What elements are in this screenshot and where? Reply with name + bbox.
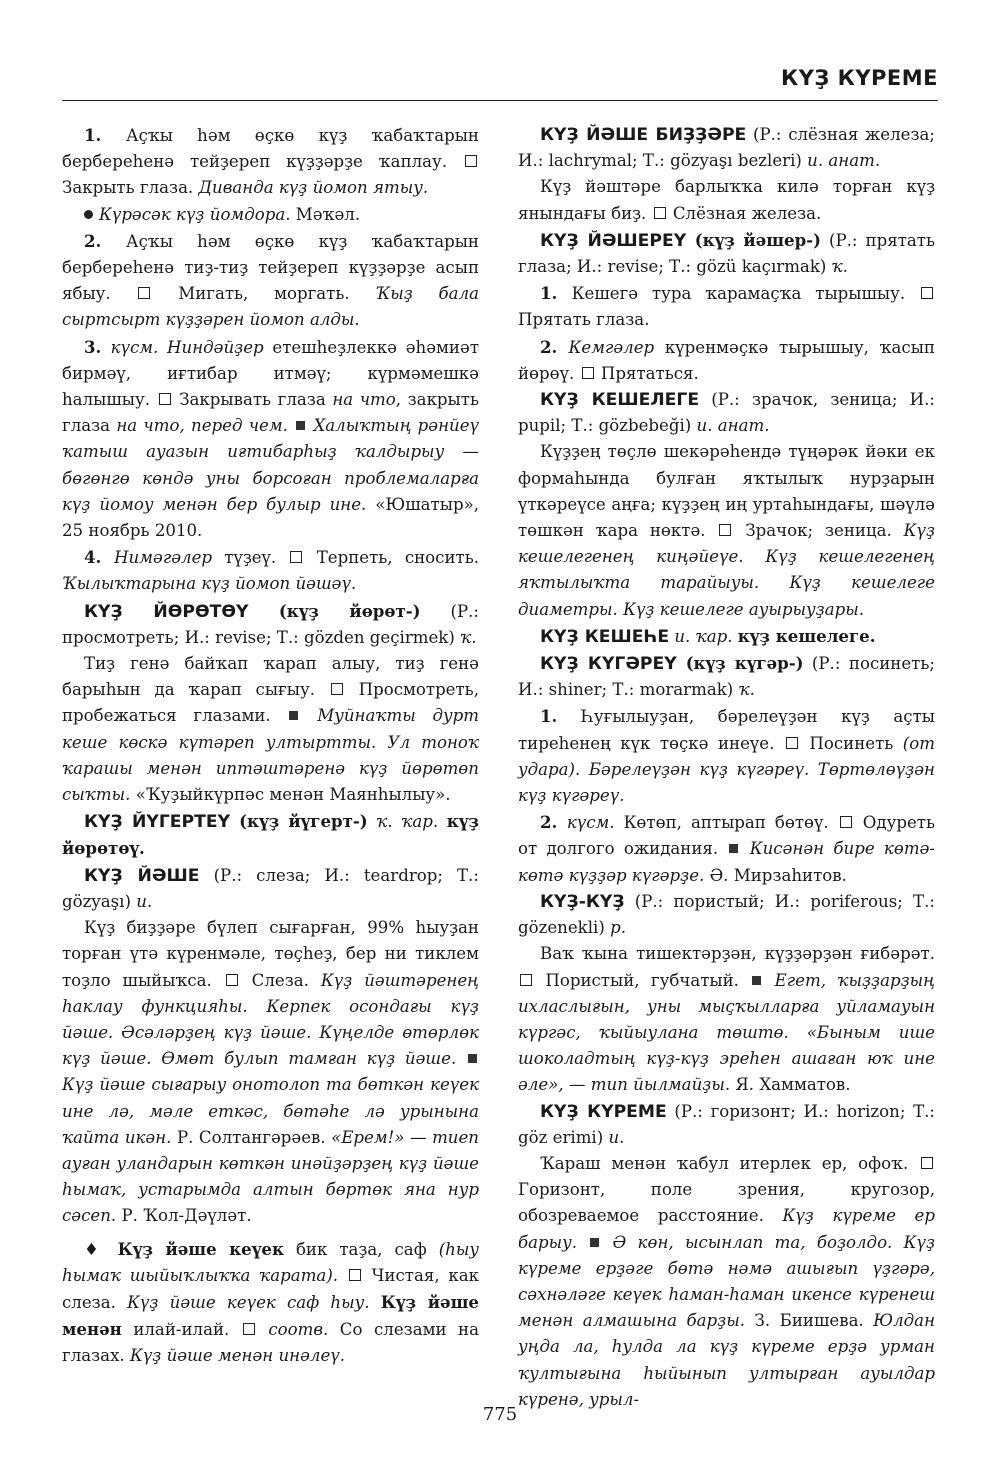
- entry-kuz-yashereu: КҮҘ ЙӘШЕРЕҮ (күҙ йәшер-) (Р.: прятать глаза; И.: revise; Т.: gözü kaçırmak) ҡ.: [518, 229, 935, 277]
- translation-box-icon: [159, 393, 171, 405]
- translation-box-icon: [290, 551, 302, 563]
- sense-2: 2. Аҫҡы һәм өҫкө күҙ ҡабаҡтарын бербереһенә тиҙ-тиҙ тейҙереп күҙҙәрҙе асып ябыу. Мигать, моргать. Ҡыҙ бала сыртсырт күҙҙәрен йомоп алды.: [62, 230, 479, 330]
- entry-kuz-kuz: КҮҘ-КҮҘ (Р.: пористый; И.: poriferous; Т.: gözenekli) р.: [518, 891, 935, 938]
- translation-box-icon: [520, 974, 532, 986]
- left-column: [62, 122, 479, 1370]
- sense-4: 4. Нимәгәлер түҙеү. Терпеть, сносить. Ҡылыҡтарына күҙ йомоп йәшәү.: [62, 547, 480, 594]
- translation-box-icon: [654, 207, 666, 219]
- example-marker-icon: [289, 711, 298, 720]
- page-number: 775: [482, 1404, 518, 1425]
- translation-box-icon: [921, 287, 933, 299]
- translation-box-icon: [226, 974, 238, 986]
- translation-box-icon: [138, 287, 150, 299]
- entry-kuz-keshelege-def: Күҙҙең төҫлө шекәрәһендә түңәрәк йәки ек формаһында булған яҡтылыҡ нурҙарын үткәреүсе аңға; күҙҙең иң уртаһындағы, шәүлә төшкән ҡара нөктә. Зрачок; зеница. Күҙ кешелегенең киңәйеүе. Күҙ кешелегенең яҡтылыҡта тарайыуы. Күҙ кешелеге диаметры. Күҙ кешелеге ауырыуҙары.: [518, 442, 936, 619]
- diamond-icon: ♦: [84, 1239, 118, 1259]
- translation-box-icon: [465, 155, 477, 167]
- entry-kuz-kugareu-sense-2: 2. күсм. Көтөп, аптырап бөтөү. Одуреть от долгого ожидания. Кисәнән бире көтә-көтә күҙҙәр күгәрҙе. Ә. Мирзаһитов.: [518, 812, 935, 885]
- header-rule: [62, 100, 938, 101]
- translation-box-icon: [582, 367, 594, 379]
- translation-box-icon: [719, 524, 731, 536]
- entry-kuz-kugareu: КҮҘ КҮГӘРЕҮ (күҙ күгәр-) (Р.: посинеть; И.: shiner; Т.: morarmak) ҡ.: [518, 653, 935, 700]
- entry-kuz-yorotou: КҮҘ ЙӨРӨТӨҮ (күҙ йөрөт-) (Р.: просмотреть; И.: revise; Т.: gözden geçirmek) ҡ.: [62, 600, 479, 647]
- entry-kuz-yashe-bizzare-def: Күҙ йәштәре барлыҡҡа килә торған күҙ янындағы биҙ. Слёзная железа.: [518, 177, 935, 223]
- translation-box-icon: [840, 816, 852, 828]
- sense-1: 1. Аҫҡы һәм өҫкө күҙ ҡабаҡтарын бербереһенә тейҙереп күҙҙәрҙе ҡаплау. Закрыть глаза. Диванда күҙ йомоп ятыу.: [62, 125, 479, 198]
- running-head: КҮҘ КҮРЕМЕ: [781, 66, 938, 90]
- entry-kuz-kureme-def: Ҡараш менән ҡабул итерлек ер, офоҡ. Горизонт, поле зрения, кругозор, обозреваемое расстояние. Күҙ күреме ер барыу. Ә көн, ысынлап та, боҙолдо. Күҙ күреме ерҙәге бөтә нәмә ашығып үҙгәрә, сәхнәләге кеүек һаман-һаман икенсе күренеш менән алмашына барҙы. З. Биишева. Юлдан уңда ла, һулда ла күҙ күреме ерҙә урман ҡултығына һыйынып ултырған ауылдар күренә, урыл-: [518, 1153, 936, 1409]
- entry-kuz-keshelege: КҮҘ КЕШЕЛЕГЕ (Р.: зрачок, зеница; И.: pupil; Т.: gözbebeği) и. анат.: [518, 390, 935, 436]
- example-marker-icon: [590, 1238, 599, 1247]
- example-marker-icon: [729, 844, 738, 853]
- translation-box-icon: [921, 1157, 933, 1169]
- entry-kuz-kugareu-sense-1: 1. Һуғылыуҙан, бәрелеүҙән күҙ аҫты тиреһенең күк төҫкә инеүе. Посинеть (от удара). Бәрелеүҙән күҙ күгәреү. Төртөлөүҙән күҙ күгәреү.: [518, 706, 935, 806]
- translation-box-icon: [243, 1323, 255, 1335]
- entry-kuz-yashereu-sense-1: 1. Кешегә тура ҡарамаҫҡа тырышыу. Прятать глаза.: [518, 280, 935, 333]
- translation-box-icon: [331, 683, 343, 695]
- example-marker-icon: [468, 1054, 477, 1063]
- entry-kuz-yugerteu: КҮҘ ЙҮГЕРТЕҮ (күҙ йүгерт-) ҡ. ҡар. күҙ йөрөтөү.: [62, 811, 479, 859]
- translation-box-icon: [349, 1269, 361, 1281]
- entry-kuz-yashe-def: Күҙ биҙҙәре бүлеп сығарған, 99% һыуҙан торған үтә күренмәле, төҫһеҙ, бер ни тиклем тоҙло шыйыҡса. Слеза. Күҙ йәштәренең һаклау функцияһы. Керпек осондағы күҙ йәше. Әсәләрҙең күҙ йәше. Күңелде өтөрлөк күҙ йәше. Өмөт булып тамған күҙ йәше. Күҙ йәше сығарыу онотолоп та бөткән кеүек ине лә, мәле еткәс, бөтәһе лә урынына ҡайта икән. Р. Солтангәрәев. «Ерем!» — тиеп ауған уландарын көткән инәйҙәрҙең күҙ йәше һымаҡ, устарымда алтын бөртөк яна нур сәсеп. Р. Ҡол-Дәүләт.: [62, 918, 479, 1226]
- right-column: [518, 122, 935, 1413]
- entry-kuz-yashereu-sense-2: 2. Кемгәлер күренмәҫкә тырышыу, ҡасып йөрөү. Прятаться.: [518, 336, 935, 383]
- entry-kuz-kureme: КҮҘ КҮРЕМЕ (Р.: горизонт; И.: horizon; Т.: göz erimi) и.: [518, 1101, 936, 1147]
- proverb-line: Күрәсәк күҙ йомдора. Мәҡәл.: [62, 202, 479, 228]
- entry-kuz-kuz-def: Ваҡ ҡына тишектәрҙән, күҙҙәрҙән ғибәрәт. Пористый, губчатый. Егет, ҡыҙҙарҙың ихласлығын, уны мыҫҡылларға уйламауын күргәс, ҡыйыулана төштө. «Быным ише шоколадтың күҙ-күҙ эреһен ашаған юҡ ине әле», — тип йылмайҙы. Я. Хамматов.: [518, 944, 935, 1095]
- translation-box-icon: [786, 737, 798, 749]
- sense-3: 3. күсм. Ниндәйҙер етешһеҙлеккә әһәмиәт бирмәү, иғтибар итмәү; күрмәмешкә һалышыу. Закрывать глаза на что, закрыть глаза на что, перед чем. Халыҡтың рәнйеү ҡатыш ауазын иғтибарһыҙ ҡалдырыу — бөгөнгө көндә уны борсоған проблемаларға күҙ йомоу менән бер булыр ине. «Юшатыр», 25 ноябрь 2010.: [62, 336, 480, 541]
- example-marker-icon: [296, 421, 305, 430]
- entry-kuz-keshehe: КҮҘ КЕШЕҺЕ и. ҡар. күҙ кешелеге.: [540, 625, 876, 647]
- example-marker-icon: [752, 976, 761, 985]
- entry-kuz-yorotou-def: Тиҙ генә байҡап ҡарап алыу, тиҙ генә барыһын да ҡарап сығыу. Просмотреть, пробежаться глазами. Муйнаҡты дурт кеше көскә күтәреп ултыртты. Ул тоноҡ ҡарашы менән иптәштәренә күҙ йөрөтөп сыҡты. «Ҡуҙыйкүрпәс менән Маянһылыу».: [62, 654, 479, 805]
- bullet-icon: [84, 210, 93, 219]
- entry-kuz-yashe: КҮҘ ЙӘШЕ (Р.: слеза; И.: teardrop; Т.: gözyaşı) и.: [62, 865, 479, 911]
- entry-kuz-yashe-bizzare: КҮҘ ЙӘШЕ БИҘҘӘРЕ (Р.: слёзная железа; И.: lachrymal; Т.: gözyaşı bezleri) и. анат.: [518, 125, 936, 171]
- phrase-kuz-yashe-keuek: ♦ Күҙ йәше кеүек бик таҙа, саф (һыу һымаҡ шыйыҡлыҡҡа ҡарата). Чистая, как слеза. Күҙ йәше кеүек саф һыу. Күҙ йәше менән илай-илай. соотв. Со слезами на глазах. Күҙ йәше менән инәлеү.: [62, 1238, 480, 1366]
